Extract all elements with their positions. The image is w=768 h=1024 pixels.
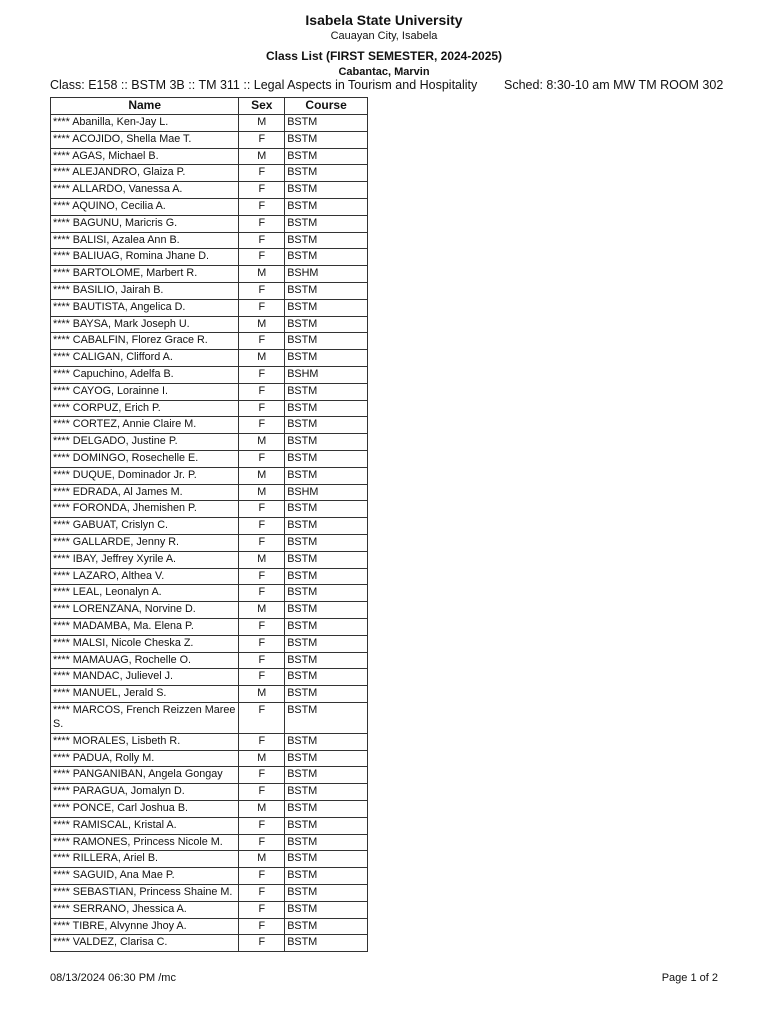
table-row: [51, 585, 368, 602]
student-course-cell: BSTM: [285, 198, 368, 215]
student-sex-cell: M: [239, 801, 285, 818]
table-row: [51, 750, 368, 767]
student-course-cell: BSTM: [285, 669, 368, 686]
university-city: Cauayan City, Isabela: [330, 30, 438, 42]
table-row: [51, 817, 368, 834]
table-row: [51, 232, 368, 249]
table-row: [51, 115, 368, 132]
roster-body: [51, 115, 368, 952]
student-sex-cell: F: [239, 249, 285, 266]
student-sex-cell: M: [239, 467, 285, 484]
table-row: [51, 400, 368, 417]
table-row: [51, 434, 368, 451]
student-name-cell: **** GABUAT, Crislyn C.: [51, 518, 239, 535]
student-sex-cell: F: [239, 585, 285, 602]
student-course-cell: BSTM: [285, 450, 368, 467]
student-course-cell: BSHM: [285, 484, 368, 501]
student-sex-cell: F: [239, 232, 285, 249]
column-header-course: Course: [285, 98, 368, 115]
student-name-cell: **** Capuchino, Adelfa B.: [51, 366, 239, 383]
table-row: [51, 266, 368, 283]
table-row: [51, 784, 368, 801]
student-name-cell: **** BARTOLOME, Marbert R.: [51, 266, 239, 283]
student-name-cell: **** SEBASTIAN, Princess Shaine M.: [51, 885, 239, 902]
student-name-cell: **** ALEJANDRO, Glaiza P.: [51, 165, 239, 182]
student-name-cell: **** MARCOS, French Reizzen Maree S.: [51, 702, 239, 733]
student-sex-cell: F: [239, 534, 285, 551]
print-timestamp: 08/13/2024 06:30 PM /mc: [50, 972, 176, 984]
student-course-cell: BSTM: [285, 618, 368, 635]
student-course-cell: BSTM: [285, 232, 368, 249]
table-row: [51, 467, 368, 484]
student-sex-cell: F: [239, 652, 285, 669]
student-course-cell: BSTM: [285, 182, 368, 199]
student-course-cell: BSTM: [285, 585, 368, 602]
student-name-cell: **** BAGUNU, Maricris G.: [51, 215, 239, 232]
student-course-cell: BSTM: [285, 165, 368, 182]
student-sex-cell: M: [239, 266, 285, 283]
student-course-cell: BSTM: [285, 383, 368, 400]
student-name-cell: **** EDRADA, Al James M.: [51, 484, 239, 501]
student-course-cell: BSTM: [285, 115, 368, 132]
student-sex-cell: M: [239, 750, 285, 767]
page-number: Page 1 of 2: [661, 972, 718, 984]
student-name-cell: **** ACOJIDO, Shella Mae T.: [51, 131, 239, 148]
table-row: [51, 501, 368, 518]
table-row: [51, 350, 368, 367]
instructor-name: Cabantac, Marvin: [338, 66, 430, 78]
university-name: Isabela State University: [305, 12, 463, 28]
table-row: [51, 148, 368, 165]
student-course-cell: BSTM: [285, 767, 368, 784]
student-name-cell: **** PONCE, Carl Joshua B.: [51, 801, 239, 818]
student-sex-cell: M: [239, 484, 285, 501]
student-name-cell: **** LAZARO, Althea V.: [51, 568, 239, 585]
table-row: [51, 518, 368, 535]
student-course-cell: BSTM: [285, 333, 368, 350]
student-name-cell: **** VALDEZ, Clarisa C.: [51, 935, 239, 952]
table-row: [51, 165, 368, 182]
student-sex-cell: F: [239, 767, 285, 784]
student-name-cell: **** CORPUZ, Erich P.: [51, 400, 239, 417]
student-course-cell: BSTM: [285, 702, 368, 733]
table-row: [51, 198, 368, 215]
student-name-cell: **** TIBRE, Alvynne Jhoy A.: [51, 918, 239, 935]
student-course-cell: BSTM: [285, 417, 368, 434]
student-course-cell: BSTM: [285, 851, 368, 868]
table-row: [51, 733, 368, 750]
student-sex-cell: F: [239, 131, 285, 148]
schedule-info: Sched: 8:30-10 am MW TM ROOM 302: [504, 78, 724, 92]
student-sex-cell: F: [239, 383, 285, 400]
student-course-cell: BSTM: [285, 784, 368, 801]
student-course-cell: BSTM: [285, 350, 368, 367]
student-sex-cell: F: [239, 669, 285, 686]
student-name-cell: **** MORALES, Lisbeth R.: [51, 733, 239, 750]
table-row: [51, 635, 368, 652]
student-sex-cell: F: [239, 215, 285, 232]
table-row: [51, 417, 368, 434]
student-sex-cell: F: [239, 568, 285, 585]
student-course-cell: BSTM: [285, 652, 368, 669]
student-name-cell: **** LORENZANA, Norvine D.: [51, 602, 239, 619]
student-sex-cell: M: [239, 851, 285, 868]
student-sex-cell: F: [239, 885, 285, 902]
student-course-cell: BSTM: [285, 834, 368, 851]
student-sex-cell: F: [239, 733, 285, 750]
student-course-cell: BSTM: [285, 249, 368, 266]
table-header-row: [51, 98, 368, 115]
student-sex-cell: F: [239, 333, 285, 350]
student-sex-cell: F: [239, 366, 285, 383]
student-sex-cell: M: [239, 316, 285, 333]
student-sex-cell: F: [239, 450, 285, 467]
student-course-cell: BSTM: [285, 282, 368, 299]
student-name-cell: **** Abanilla, Ken-Jay L.: [51, 115, 239, 132]
student-sex-cell: F: [239, 518, 285, 535]
student-course-cell: BSTM: [285, 635, 368, 652]
student-sex-cell: M: [239, 551, 285, 568]
student-name-cell: **** MADAMBA, Ma. Elena P.: [51, 618, 239, 635]
student-name-cell: **** BAUTISTA, Angelica D.: [51, 299, 239, 316]
student-name-cell: **** CALIGAN, Clifford A.: [51, 350, 239, 367]
student-course-cell: BSTM: [285, 568, 368, 585]
table-row: [51, 868, 368, 885]
student-course-cell: BSTM: [285, 885, 368, 902]
student-name-cell: **** PANGANIBAN, Angela Gongay: [51, 767, 239, 784]
student-name-cell: **** RAMONES, Princess Nicole M.: [51, 834, 239, 851]
student-name-cell: **** CABALFIN, Florez Grace R.: [51, 333, 239, 350]
student-sex-cell: M: [239, 602, 285, 619]
column-header-name: Name: [51, 98, 239, 115]
table-row: [51, 299, 368, 316]
student-name-cell: **** BALISI, Azalea Ann B.: [51, 232, 239, 249]
table-row: [51, 450, 368, 467]
student-sex-cell: F: [239, 784, 285, 801]
student-sex-cell: F: [239, 918, 285, 935]
student-name-cell: **** MANUEL, Jerald S.: [51, 686, 239, 703]
student-course-cell: BSTM: [285, 518, 368, 535]
table-row: [51, 851, 368, 868]
student-sex-cell: F: [239, 400, 285, 417]
table-row: [51, 333, 368, 350]
table-row: [51, 366, 368, 383]
student-sex-cell: F: [239, 834, 285, 851]
student-sex-cell: F: [239, 817, 285, 834]
class-info: Class: E158 :: BSTM 3B :: TM 311 :: Legal Aspects in Tourism and Hospitality: [50, 78, 478, 92]
table-row: [51, 602, 368, 619]
student-name-cell: **** PADUA, Rolly M.: [51, 750, 239, 767]
student-course-cell: BSTM: [285, 434, 368, 451]
class-roster-table: [50, 97, 368, 952]
table-row: [51, 618, 368, 635]
student-sex-cell: F: [239, 868, 285, 885]
student-course-cell: BSTM: [285, 148, 368, 165]
student-name-cell: **** DELGADO, Justine P.: [51, 434, 239, 451]
table-row: [51, 702, 368, 733]
table-row: [51, 534, 368, 551]
student-name-cell: **** BASILIO, Jairah B.: [51, 282, 239, 299]
table-row: [51, 834, 368, 851]
student-sex-cell: F: [239, 501, 285, 518]
table-row: [51, 568, 368, 585]
student-sex-cell: M: [239, 115, 285, 132]
table-row: [51, 249, 368, 266]
student-name-cell: **** LEAL, Leonalyn A.: [51, 585, 239, 602]
student-name-cell: **** CAYOG, Lorainne I.: [51, 383, 239, 400]
student-course-cell: BSTM: [285, 131, 368, 148]
student-sex-cell: M: [239, 148, 285, 165]
student-course-cell: BSTM: [285, 868, 368, 885]
student-course-cell: BSTM: [285, 551, 368, 568]
student-sex-cell: F: [239, 901, 285, 918]
student-sex-cell: F: [239, 182, 285, 199]
table-row: [51, 282, 368, 299]
student-course-cell: BSTM: [285, 750, 368, 767]
student-course-cell: BSTM: [285, 935, 368, 952]
student-name-cell: **** MAMAUAG, Rochelle O.: [51, 652, 239, 669]
student-sex-cell: M: [239, 686, 285, 703]
student-name-cell: **** SAGUID, Ana Mae P.: [51, 868, 239, 885]
student-sex-cell: F: [239, 165, 285, 182]
student-sex-cell: F: [239, 299, 285, 316]
student-course-cell: BSTM: [285, 215, 368, 232]
student-course-cell: BSTM: [285, 299, 368, 316]
table-row: [51, 215, 368, 232]
table-row: [51, 652, 368, 669]
student-course-cell: BSTM: [285, 801, 368, 818]
student-course-cell: BSTM: [285, 901, 368, 918]
table-row: [51, 801, 368, 818]
student-name-cell: **** DOMINGO, Rosechelle E.: [51, 450, 239, 467]
table-row: [51, 131, 368, 148]
student-name-cell: **** RILLERA, Ariel B.: [51, 851, 239, 868]
table-row: [51, 316, 368, 333]
table-row: [51, 182, 368, 199]
student-name-cell: **** BAYSA, Mark Joseph U.: [51, 316, 239, 333]
student-course-cell: BSTM: [285, 400, 368, 417]
student-name-cell: **** MANDAC, Julievel J.: [51, 669, 239, 686]
student-course-cell: BSHM: [285, 366, 368, 383]
student-name-cell: **** AQUINO, Cecilia A.: [51, 198, 239, 215]
student-name-cell: **** ALLARDO, Vanessa A.: [51, 182, 239, 199]
column-header-sex: Sex: [239, 98, 285, 115]
student-name-cell: **** DUQUE, Dominador Jr. P.: [51, 467, 239, 484]
student-course-cell: BSTM: [285, 686, 368, 703]
student-name-cell: **** RAMISCAL, Kristal A.: [51, 817, 239, 834]
table-row: [51, 767, 368, 784]
table-row: [51, 484, 368, 501]
student-course-cell: BSTM: [285, 817, 368, 834]
table-row: [51, 885, 368, 902]
student-course-cell: BSTM: [285, 316, 368, 333]
student-name-cell: **** BALIUAG, Romina Jhane D.: [51, 249, 239, 266]
table-row: [51, 383, 368, 400]
table-row: [51, 935, 368, 952]
student-name-cell: **** FORONDA, Jhemishen P.: [51, 501, 239, 518]
student-sex-cell: M: [239, 350, 285, 367]
student-name-cell: **** AGAS, Michael B.: [51, 148, 239, 165]
student-name-cell: **** SERRANO, Jhessica A.: [51, 901, 239, 918]
student-name-cell: **** MALSI, Nicole Cheska Z.: [51, 635, 239, 652]
student-course-cell: BSTM: [285, 467, 368, 484]
student-sex-cell: F: [239, 417, 285, 434]
student-sex-cell: F: [239, 198, 285, 215]
student-sex-cell: M: [239, 434, 285, 451]
student-course-cell: BSTM: [285, 534, 368, 551]
student-name-cell: **** CORTEZ, Annie Claire M.: [51, 417, 239, 434]
table-row: [51, 918, 368, 935]
student-course-cell: BSHM: [285, 266, 368, 283]
document-title: Class List (FIRST SEMESTER, 2024-2025): [265, 49, 503, 63]
student-course-cell: BSTM: [285, 918, 368, 935]
student-course-cell: BSTM: [285, 501, 368, 518]
student-sex-cell: F: [239, 935, 285, 952]
table-row: [51, 669, 368, 686]
table-row: [51, 686, 368, 703]
student-name-cell: **** PARAGUA, Jomalyn D.: [51, 784, 239, 801]
student-sex-cell: F: [239, 618, 285, 635]
student-course-cell: BSTM: [285, 602, 368, 619]
student-course-cell: BSTM: [285, 733, 368, 750]
student-name-cell: **** GALLARDE, Jenny R.: [51, 534, 239, 551]
student-sex-cell: F: [239, 282, 285, 299]
student-sex-cell: F: [239, 635, 285, 652]
student-sex-cell: F: [239, 702, 285, 733]
student-name-cell: **** IBAY, Jeffrey Xyrile A.: [51, 551, 239, 568]
table-row: [51, 551, 368, 568]
table-row: [51, 901, 368, 918]
